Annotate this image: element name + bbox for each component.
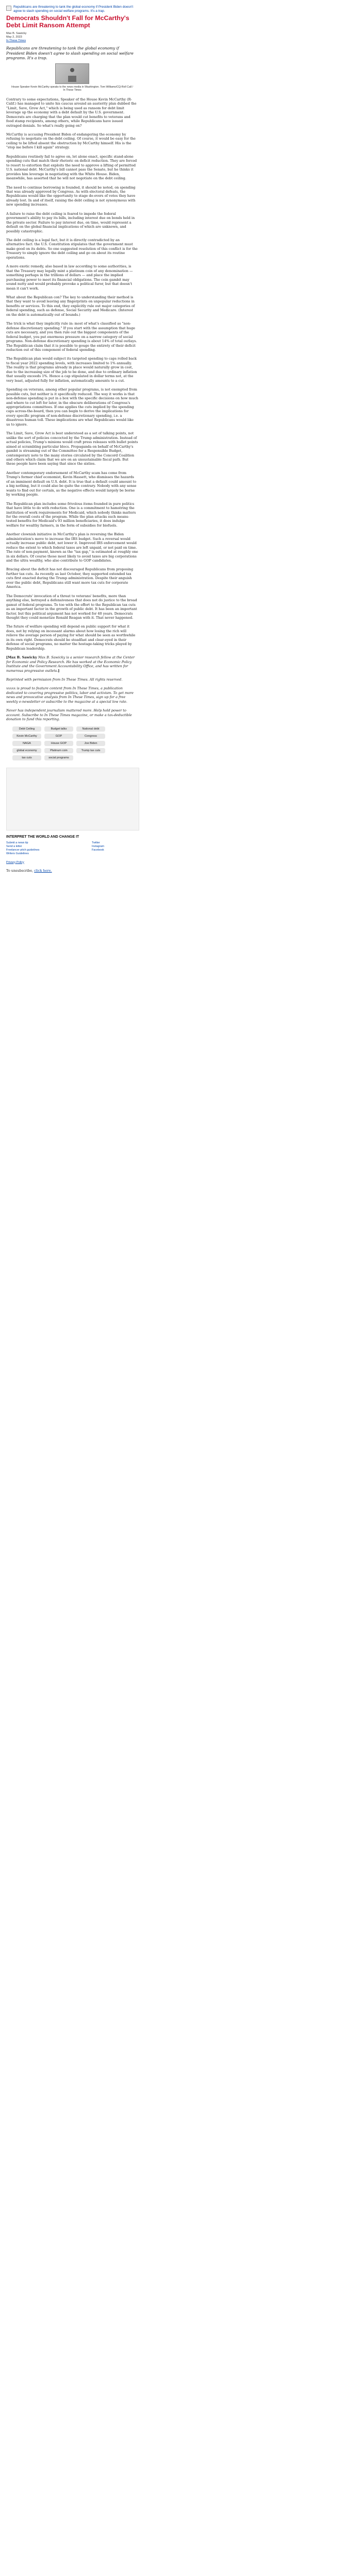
- tag-chip[interactable]: Trump tax cuts: [76, 748, 105, 753]
- article-paragraph: The Limit, Save, Grow Act is best understood as a set of talking points, not unlike the sort of policies concocted by the Trump administration. Instead of actual policies, Trump's minions would craft press releases with bullet points aimed at scrambling particular blocs. Propaganda on behalf of McCarthy's gambit is streaming out of the Committee for a Responsible Budget, contemporary note to the many stories circulated by the Concord Coalition and others which claim that we are on an unsustainable fiscal path. But these people have been saying that since the sixties.: [6, 431, 138, 466]
- author-bio-text: Max B. Sawicky is a senior research fellow at the Center for Economic and Policy Research. He has worked at the Economic Policy Institute and the Government Accountability Office, and has written for numerous progressive outlets.: [6, 655, 135, 673]
- podium-shape: [68, 76, 76, 82]
- tag-chip[interactable]: global economy: [12, 748, 41, 753]
- social-link[interactable]: Instagram: [92, 844, 104, 848]
- article-paragraph: The Republican plan would subject its targeted spending to caps rolled back to fiscal year 2022 spending levels, with increases limited to 1% annually. The reality is that programs already in place would naturally grow in cost, due to the increasing size of the job to be done, and due to ordinary inflation that usually exceeds 1%. Hence a cap stipulated in dollar terms not, at the very least, adjusted fully for inflation, automatically amounts to a cut.: [6, 357, 137, 383]
- unsubscribe-line: [6, 869, 138, 873]
- tag-chip[interactable]: Congress: [76, 734, 105, 739]
- tag-chip[interactable]: Kevin McCarthy: [12, 734, 41, 739]
- footer-link[interactable]: Freelancer pitch guidelines: [6, 848, 40, 852]
- photo-caption: House Speaker Kevin McCarthy speaks to the news media in Washington. Tom Williams/CQ-Roll Call / In These Times: [11, 85, 133, 92]
- footer-link[interactable]: Writers Guidelines: [6, 852, 29, 855]
- footer: [6, 835, 138, 856]
- article-paragraph: Contrary to some expectations, Speaker of the House Kevin McCarthy (R-Calif.) has managed to unite his caucus around an austerity plan dubbed the "Limit, Save, Grow Act," which is being used as ransom for debt limit leverage up the economy with a debt default by the U.S. government. Democrats are charging that the plan would cut benefits to veterans and food stamp recipients, among others, while Republicans have issued outraged denials. So what's really going on?: [6, 97, 137, 128]
- article-title[interactable]: Democrats Shouldn't Fall for McCarthy's Debt Limit Ransom Attempt: [6, 14, 129, 29]
- privacy-policy-link[interactable]: Privacy Policy: [6, 860, 24, 864]
- article-body: [6, 97, 138, 651]
- image-placeholder-icon: [6, 6, 11, 11]
- promo-placeholder: [6, 768, 139, 831]
- tag-chip[interactable]: House GOP: [44, 741, 73, 746]
- article-paragraph: Another clownish initiative in McCarthy's plan is reversing the Biden administration's move to increase the IRS budget. Such a reversal would actually increase public debt, not lower it. Improved IRS enforcement would reduce the extent to which federal taxes are left unpaid, or not paid on time. The rate of non-payment, known as the "tax gap," is estimated at roughly one in six dollars. Of course those most likely to avoid taxes are big corporations and the ultra wealthy, who also contribute to GOP candidates.: [6, 532, 138, 563]
- article-paragraph: Another contemporary endorsement of McCarthy scam has come from Trump's former chief economist, Kevin Hassett, who dismisses the hazards of an imminent default on U.S. debt. It is true that a default could amount to a big nothing, but it could also be quite the contrary. Nobody with any sense wants to find out for certain, as the negative effects would largely be borne by working people.: [6, 470, 137, 497]
- article-paragraph: The debt ceiling is a legal fact, but it is directly contradicted by an alternative fact: the U.S. Constitution stipulates that the government must make good on its debts. So one suggested resolution of this conflict is for the Treasury to simply ignore the debt ceiling and go on about its routine operations.: [6, 238, 138, 260]
- article-paragraph: A failure to raise the debt ceiling is feared to impede the federal government's ability to pay its bills, including interest due on bonds held in the private sector. Failure to pay interest due, on time, would represent a default on the global financial implications of which are unknown, and possibly catastrophic.: [6, 211, 135, 233]
- publish-date: May 2, 2023: [6, 36, 22, 39]
- article-paragraph: McCarthy is accusing President Biden of endangering the economy by refusing to negotiate on the debt ceiling. Of course, it would be easy for the ceiling to be lifted absent the obstruction by McCarthy himself. His is the "stop me before I kill again" strategy.: [6, 132, 136, 150]
- article-paragraph: Republicans routinely fail to agree on, let alone enact, specific stand-alone spending cuts that match their rhetoric on deficit reduction. They are forced to resort to extortion that exploits the need to approve a lifting of permitted U.S. national debt. McCarthy's bill cannot pass the Senate, but he thinks it provides him leverage in negotiating with the White House. Biden, meanwhile, has asserted that he will not negotiate on the debt ceiling.: [6, 154, 137, 181]
- article-paragraph: The Republican plan includes some frivolous items founded in pure politics that have little to do with reduction. One is a commitment to hamstring the institution of work requirements for Medicaid, which nobody thinks matters for the overall costs of the program. While the plan attacks such means-tested benefits for Medicaid's 93 million beneficiaries, it does indulge welfare for wealthy farmers, in the form of subsidies for biofuels.: [6, 501, 136, 528]
- article-paragraph: Bracing about the deficit has not discouraged Republicans from proposing further tax cuts. As recently as last October, they supported extended tax cuts first enacted during the Trump administration. Despite their anguish over the public debt, Republicans still want more tax cuts for corporate America.: [6, 567, 134, 589]
- article-paragraph: The trick is what they implicitly rule in: most of what's classified as "non-defense discretionary spending." If you start with the assumption that huge cuts are necessary, and you then rule out the biggest components of the federal budget, you put enormous pressure on a narrow category of social programs. Non-defense discretionary spending is about 14% of total outlays. The Republican claim that it is possible to gouge the entirety of their deficit reduction out of this component of federal spending.: [6, 321, 137, 352]
- tag-chip[interactable]: Platinum coin: [44, 748, 73, 753]
- footer-left-links: [6, 841, 39, 856]
- author-bio: [Max B. Sawicky Max B. Sawicky is a senior research fellow at the Center for Economic and Policy Research. He has worked at the Economic Policy Institute and the Government Accountability Office, and has written for numerous progressive outlets.]: [6, 655, 135, 673]
- tag-chip[interactable]: Joe Biden: [76, 741, 105, 746]
- publication-link[interactable]: In These Times: [6, 39, 26, 43]
- tag-chip[interactable]: Budget talks: [44, 726, 73, 732]
- footer-right-links: [92, 841, 138, 856]
- unsubscribe-prefix: To unsubscribe,: [6, 868, 35, 873]
- article-paragraph: The future of welfare spending will depend on public support for what it does, not by relying on incessant alarms about how losing the rich will relieve the average person of paying for what should be seen as worthwhile in its own right. Democrats should be steadfast and clear-eyed in their defense of social programs, no matter the hostage-taking tricks played by Republican leadership.: [6, 624, 136, 651]
- byline: [6, 32, 138, 43]
- footer-heading: INTERPRET THE WORLD AND CHANGE IT: [6, 835, 79, 839]
- social-link[interactable]: Twitter: [92, 841, 100, 844]
- article-page: [6, 5, 138, 873]
- footer-link[interactable]: Send a letter: [6, 844, 22, 848]
- support-appeal: Never has independent journalism mattered more. Help hold power to account. Subscribe to In These Times magazine, or make a tax-deductible donation to fund this reporting.: [6, 708, 132, 722]
- tag-chip[interactable]: tax cuts: [12, 755, 41, 760]
- publication-disclaimer: xxxxx is proud to feature content from In These Times, a publication dedicated to covering progressive politics, labor and activism. To get more news and provocative analysis from In These Times, sign up for a free weekly e-newsletter or subscribe to the magazine at a special low rate.: [6, 686, 134, 704]
- tag-chip[interactable]: social programs: [44, 755, 73, 760]
- email-top-bar: [6, 5, 138, 13]
- article-paragraph: Spending on veterans, among other popular programs, is not exempted from possible cuts, but neither is it specifically reduced. The way it works is that non-defense spending is put in a box with the specific decisions on how much and where to cut left for later, in the obscure deliberations of Congress's appropriations committees. If one applies the cuts implied by the spending caps across-the-board, then you can begin to derive the implications for every specific program of non-defense discretionary spending, i.e. a disastrous human toll. These implications are what Republicans would like us to ignore.: [6, 387, 138, 427]
- article-photo: [55, 63, 89, 84]
- article-paragraph: A more exotic remedy, also based in law according to some authorities, is that the Treasury may legally mint a platinum coin of any denomination — something perhaps in the trillions of dollars — and place the implied purchasing power to meet its financial obligations. The coin gambit may sound nutty and would probably provoke a political furor, but that doesn't mean it can't work.: [6, 264, 133, 291]
- author-name: Max B. Sawicky: [6, 32, 27, 36]
- article-paragraph: The need to continue borrowing is founded, it should be noted, on spending that was already approved by Congress. As with electoral defeats, the Republicans would like the opportunity to stage do-overs of votes they have already lost. In and of itself, raising the debt ceiling is not synonymous with new spending increases.: [6, 185, 136, 207]
- social-link[interactable]: Facebook: [92, 848, 104, 852]
- article-paragraph: What about the Republican con? The key to understanding their method is that they want to avoid leaving any fingerprints on unpopular reductions in benefits or services. To this end, they explicitly rule out major categories of federal spending, such as defense, Social Security and Medicare. (Interest on the debt is automatically out of bounds.): [6, 295, 135, 317]
- top-teaser-link[interactable]: Republicans are threatening to tank the global economy if President Biden doesn't agree to slash spending on social welfare programs. It's a trap.: [13, 5, 134, 13]
- reprint-notice: Reprinted with permission from In These Times. All rights reserved.: [6, 677, 123, 682]
- speaker-silhouette: [70, 68, 74, 72]
- article-paragraph: The Democrats' invocation of a threat to veterans' benefits, more than anything else, betrayed a defensiveness that does not do justice to the broad gamut of federal programs. To toe with the effort to the Republican tax cuts as an important factor in the growth of public debt. It has been an important factor, but this political argument has not worked for 40 years. Democrats thought they could monetize Ronald Reagan with it. That never happened.: [6, 594, 137, 620]
- tag-list: [12, 726, 136, 760]
- footer-link[interactable]: Submit a news tip: [6, 841, 28, 844]
- unsubscribe-link[interactable]: click here.: [34, 868, 52, 873]
- tag-chip[interactable]: Debt Ceiling: [12, 726, 41, 732]
- tag-chip[interactable]: GOP: [44, 734, 73, 739]
- tag-chip[interactable]: NAGA: [12, 741, 41, 746]
- tag-chip[interactable]: National debt: [76, 726, 105, 732]
- article-lede: Republicans are threatening to tank the global economy if President Biden doesn't agree to slash spending on social welfare programs. It's a trap.: [6, 46, 134, 60]
